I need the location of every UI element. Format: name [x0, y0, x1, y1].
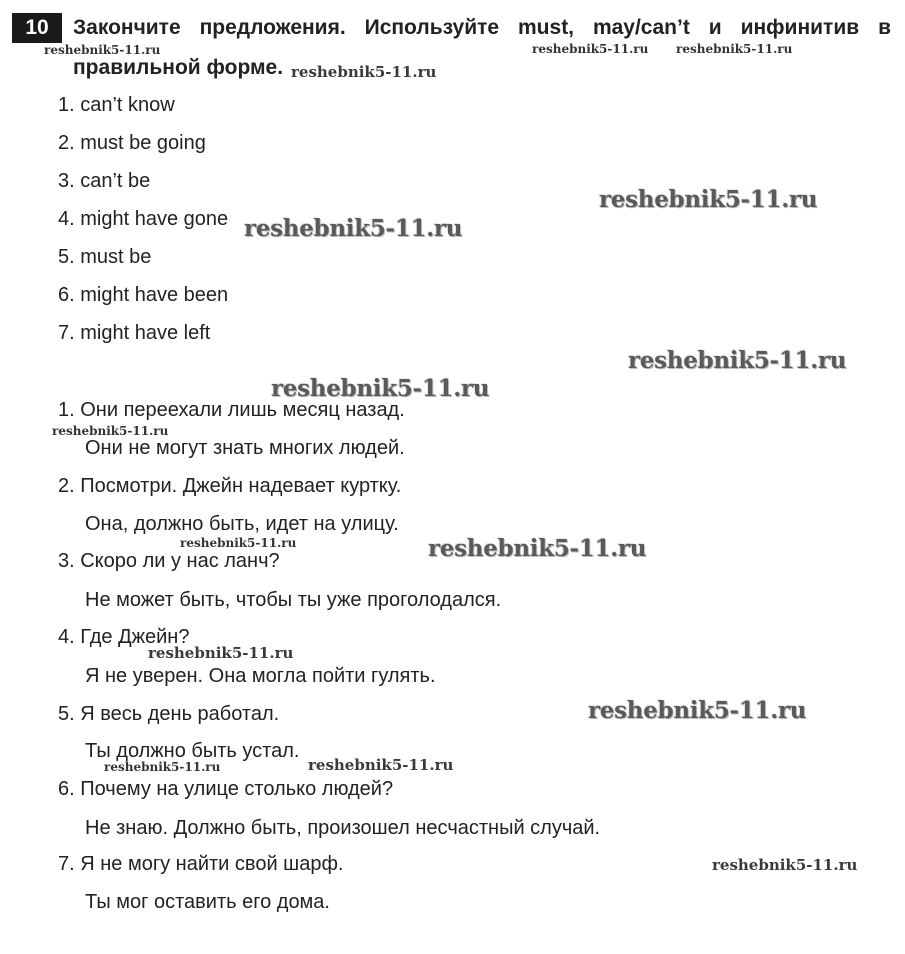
answer-item: 2. must be going	[58, 132, 206, 154]
watermark: reshebnik5-11.ru	[428, 535, 647, 562]
answer-item: 4. might have gone	[58, 208, 229, 230]
answer-item: 5. must be	[58, 246, 152, 268]
translation-question: 1. Они переехали лишь месяц назад.	[58, 399, 405, 421]
watermark: reshebnik5-11.ru	[599, 186, 818, 213]
task-instruction-line1: Закончите предложения. Используйте must, may/can’t и инфинитив в	[73, 16, 891, 39]
watermark: reshebnik5-11.ru	[308, 756, 454, 774]
translation-answer: Ты мог оставить его дома.	[85, 891, 330, 913]
answer-item: 7. might have left	[58, 322, 211, 344]
exercise-number-badge: 10	[12, 13, 62, 43]
translation-answer: Они не могут знать многих людей.	[85, 437, 405, 459]
watermark: reshebnik5-11.ru	[148, 644, 294, 662]
translation-question: 4. Где Джейн?	[58, 626, 190, 648]
translation-question: 2. Посмотри. Джейн надевает куртку.	[58, 475, 402, 497]
translation-answer: Ты должно быть устал.	[85, 740, 300, 762]
answer-item: 1. can’t know	[58, 94, 175, 116]
watermark: reshebnik5-11.ru	[532, 42, 649, 56]
answer-item: 6. might have been	[58, 284, 229, 306]
watermark: reshebnik5-11.ru	[628, 347, 847, 374]
watermark: reshebnik5-11.ru	[244, 215, 463, 242]
translation-answer: Я не уверен. Она могла пойти гулять.	[85, 665, 436, 687]
translation-answer: Она, должно быть, идет на улицу.	[85, 513, 399, 535]
translation-question: 6. Почему на улице столько людей?	[58, 778, 394, 800]
translation-answer: Не знаю. Должно быть, произошел несчастный случай.	[85, 817, 601, 839]
translation-question: 5. Я весь день работал.	[58, 703, 280, 725]
watermark: reshebnik5-11.ru	[180, 536, 297, 550]
watermark: reshebnik5-11.ru	[52, 424, 169, 438]
watermark: reshebnik5-11.ru	[676, 42, 793, 56]
watermark: reshebnik5-11.ru	[44, 43, 161, 57]
answer-item: 3. can’t be	[58, 170, 151, 192]
translation-question: 3. Скоро ли у нас ланч?	[58, 550, 280, 572]
watermark: reshebnik5-11.ru	[588, 697, 807, 724]
translation-answer: Не может быть, чтобы ты уже проголодался.	[85, 589, 502, 611]
watermark: reshebnik5-11.ru	[291, 63, 437, 81]
translation-question: 7. Я не могу найти свой шарф.	[58, 853, 344, 875]
watermark: reshebnik5-11.ru	[712, 856, 858, 874]
watermark: reshebnik5-11.ru	[271, 375, 490, 402]
watermark: reshebnik5-11.ru	[104, 760, 221, 774]
task-instruction-line2: правильной форме.	[73, 56, 284, 79]
